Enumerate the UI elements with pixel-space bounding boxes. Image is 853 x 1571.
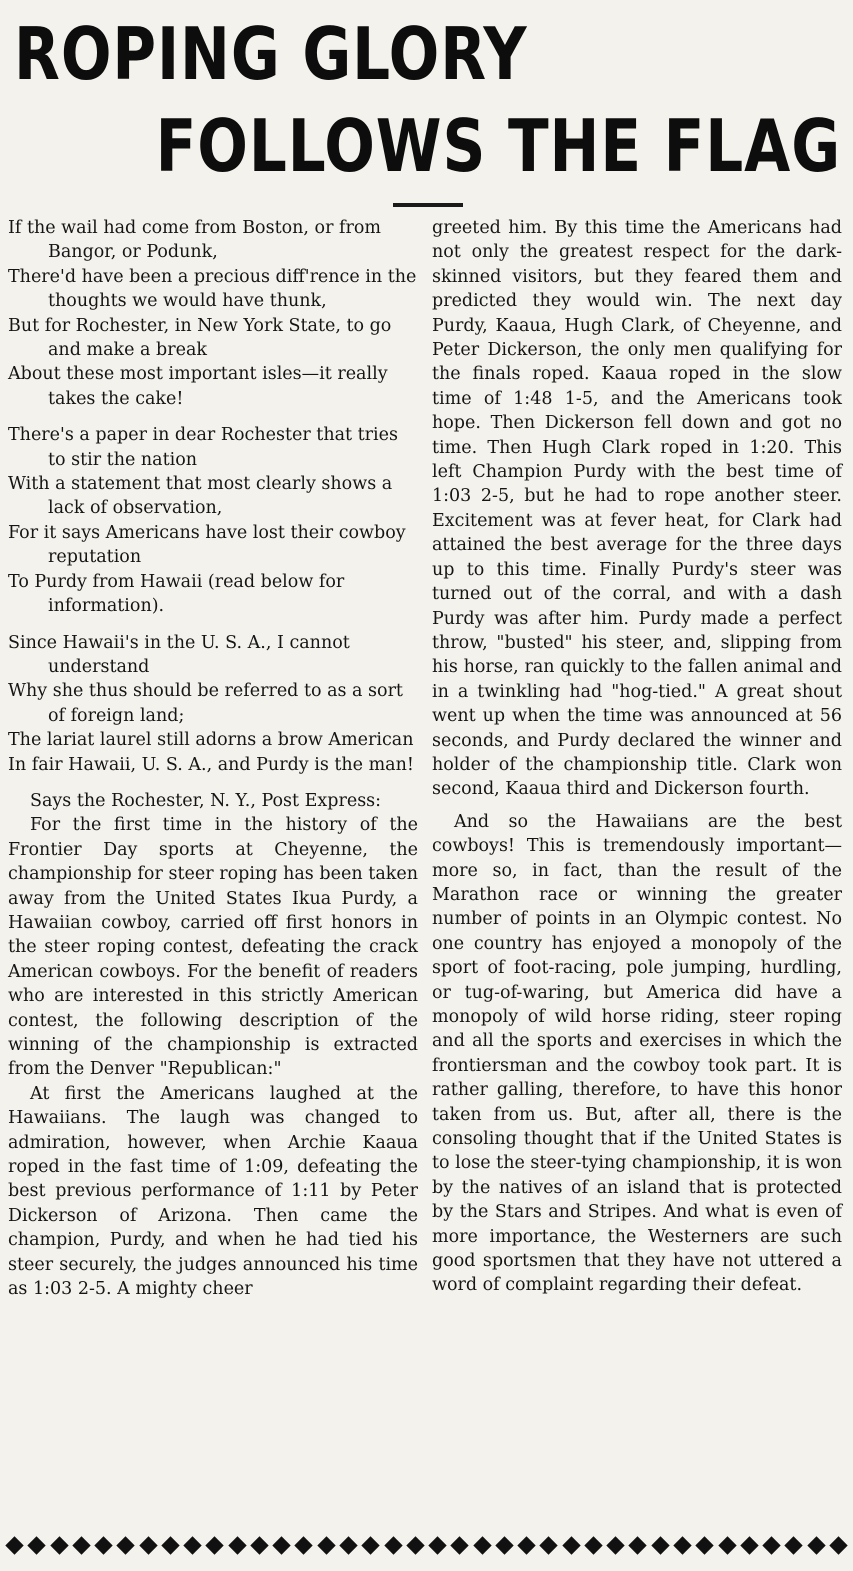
diamond-ornament — [362, 1536, 380, 1554]
diamond-ornament — [785, 1536, 803, 1554]
diamond-ornament — [829, 1536, 847, 1554]
left-column — [8, 216, 418, 1301]
diamond-ornament — [206, 1536, 224, 1554]
poem-stanza-3 — [8, 631, 418, 777]
diamond-ornament — [428, 1536, 446, 1554]
article-paragraph: For the first time in the history of the Frontier Day sports at Cheyenne, the championship for steer roping has been taken away from the United States Ikua Purdy, a Hawaiian cowboy, carried off first honors in the steer roping contest, defeating the crack American cowboys. For the benefit of readers who are interested in this strictly American contest, the following description of the winning of the championship is extracted from the Denver "Republican:" — [8, 815, 418, 1080]
right-column — [432, 216, 842, 1298]
poem-line: There'd have been a precious diff'rence in the thoughts we would have thunk, — [8, 266, 417, 312]
poem-line: With a statement that most clearly shows a lack of observation, — [8, 474, 393, 519]
poem-line: To Purdy from Hawaii (read below for information). — [8, 571, 345, 617]
article-paragraph: At first the Americans laughed at the Hawaiians. The laugh was changed to admiration, however, when Archie Kaaua roped in the fast time of 1:09, defeating the best previous performance of 1:11 by Peter Dickerson of Arizona. Then came the champion, Purdy, and when he had tied his steer securely, the judges announced his time as 1:03 2-5. A mighty cheer — [8, 1083, 418, 1300]
diamond-ornament — [740, 1536, 758, 1554]
diamond-ornament — [406, 1536, 424, 1554]
poem-line: For it says Americans have lost their cowboy reputation — [8, 522, 406, 568]
poem-line: Why she thus should be referred to as a sort of foreign land; — [8, 681, 403, 726]
article-paragraph: And so the Hawaiians are the best cowboys! This is tremendously important—more so, in fact, than the result of the Marathon race or winning the greater number of points in an Olympic contest. No one country has enjoyed a monopoly of the sport of foot-racing, pole jumping, hurdling, or tug-of-waring, but America did have a monopoly of wild horse riding, steer roping and all the sports and exercises in which the frontiersman and the cowboy took part. It is rather galling, therefore, to have this honor taken from us. But, after all, there is the consoling thought that if the United States is to lose the steer-tying championship, it is won by the natives of an island that is protected by the Stars and Stripes. And what is even of more importance, the Westerners are such good sportsmen that they have not uttered a word of complaint regarding their defeat. — [432, 811, 842, 1296]
diamond-ornament — [629, 1536, 647, 1554]
headline-line-2: FOLLOWS THE FLAG — [155, 104, 841, 188]
source-attribution: Says the Rochester, N. Y., Post Express: — [30, 790, 382, 811]
diamond-ornament — [94, 1536, 112, 1554]
poem-line: In fair Hawaii, U. S. A., and Purdy is the man! — [8, 754, 414, 775]
ornamental-diamond-border — [8, 1532, 845, 1558]
poem-line: Since Hawaii's in the U. S. A., I cannot understand — [8, 632, 350, 677]
poem-line: There's a paper in dear Rochester that tries to stir the nation — [8, 425, 398, 470]
diamond-ornament — [718, 1536, 736, 1554]
poem-line: About these most important isles—it really takes the cake! — [8, 364, 388, 409]
diamond-ornament — [696, 1536, 714, 1554]
diamond-ornament — [50, 1536, 68, 1554]
diamond-ornament — [584, 1536, 602, 1554]
diamond-ornament — [339, 1536, 357, 1554]
diamond-ornament — [606, 1536, 624, 1554]
diamond-ornament — [28, 1536, 46, 1554]
diamond-ornament — [228, 1536, 246, 1554]
diamond-ornament — [762, 1536, 780, 1554]
headline-divider — [393, 203, 463, 207]
diamond-ornament — [183, 1536, 201, 1554]
diamond-ornament — [495, 1536, 513, 1554]
diamond-ornament — [651, 1536, 669, 1554]
diamond-ornament — [295, 1536, 313, 1554]
diamond-ornament — [272, 1536, 290, 1554]
diamond-ornament — [250, 1536, 268, 1554]
diamond-ornament — [161, 1536, 179, 1554]
poem-line: The lariat laurel still adorns a brow American — [8, 730, 414, 751]
diamond-ornament — [139, 1536, 157, 1554]
diamond-ornament — [451, 1536, 469, 1554]
article-paragraph-continued: greeted him. By this time the Americans had not only the greatest respect for the dark-skinned visitors, but they feared them and predicted they would win. The next day Purdy, Kaaua, Hugh Clark, of Cheyenne, and Peter Dickerson, the only men qualifying for the finals roped. Kaaua roped in the slow time of 1:48 1-5, and the Americans took hope. Then Dickerson fell down and got no time. Then Hugh Clark roped in 1:20. This left Champion Purdy with the best time of 1:03 2-5, but he had to rope another steer. Excitement was at fever heat, for Clark had attained the best average for the three days up to this time. Finally Purdy's steer was turned out of the corral, and with a dash Purdy was after him. Purdy made a perfect throw, "busted" his steer, and, slipping from his horse, ran quickly to the fallen animal and in a twinkling had "hog-tied." A great shout went up when the time was announced at 56 seconds, and Purdy declared the winner and holder of the championship title. Clark won second, Kaaua third and Dickerson fourth. — [432, 218, 842, 800]
diamond-ornament — [473, 1536, 491, 1554]
poem-line: But for Rochester, in New York State, to go and make a break — [8, 315, 392, 361]
diamond-ornament — [807, 1536, 825, 1554]
diamond-ornament — [384, 1536, 402, 1554]
diamond-ornament — [72, 1536, 90, 1554]
diamond-ornament — [540, 1536, 558, 1554]
diamond-ornament — [317, 1536, 335, 1554]
diamond-ornament — [673, 1536, 691, 1554]
poem-stanza-1 — [8, 216, 418, 411]
diamond-ornament — [562, 1536, 580, 1554]
diamond-ornament — [5, 1536, 23, 1554]
poem-line: If the wail had come from Boston, or from Bangor, or Podunk, — [8, 218, 381, 263]
poem-stanza-2 — [8, 423, 418, 618]
headline-line-1: ROPING GLORY — [14, 12, 528, 96]
diamond-ornament — [517, 1536, 535, 1554]
diamond-ornament — [117, 1536, 135, 1554]
